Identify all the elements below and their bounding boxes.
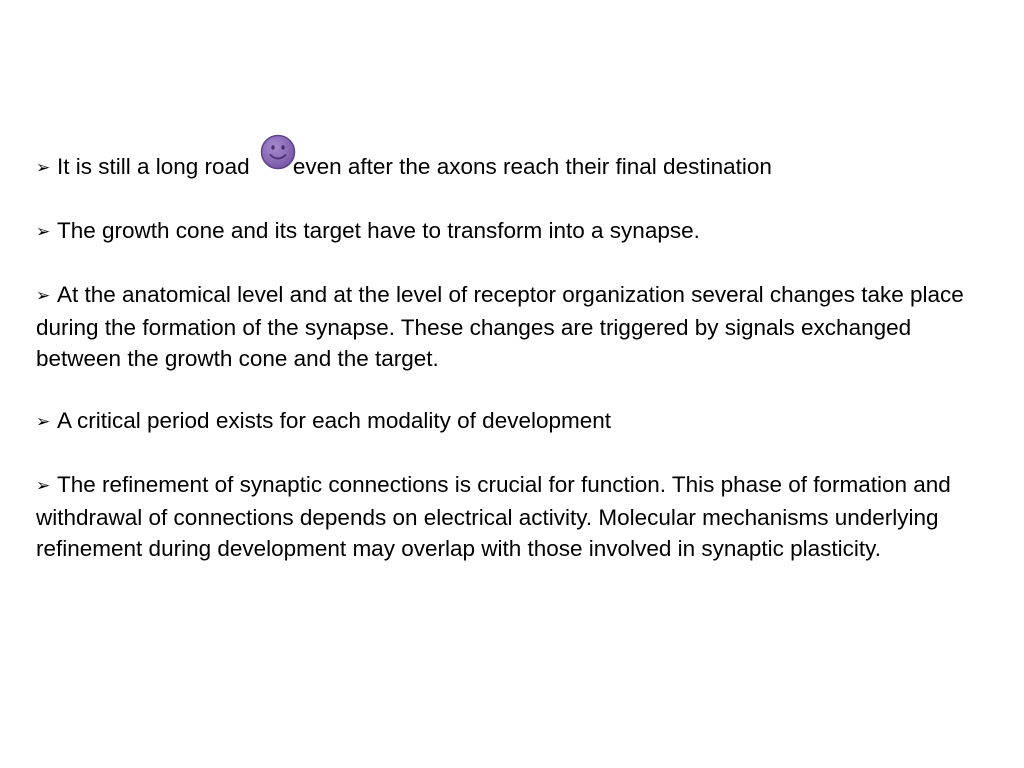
bullet-text-5: The refinement of synaptic connections is crucial for function. This phase of formation and withdrawal of connections depends on electrical activity. Molecular mechanisms underlying refinement during development may overlap with those involved in synaptic plasticity.	[36, 472, 951, 561]
arrow-bullet-icon: ➢	[36, 222, 51, 242]
bullet-text-1a: It is still a long road	[57, 154, 256, 179]
bullet-item-1	[36, 134, 996, 184]
arrow-bullet-icon: ➢	[36, 412, 51, 432]
bullet-text-1b: even after the axons reach their final destination	[292, 154, 772, 179]
arrow-bullet-icon: ➢	[36, 286, 51, 306]
bullet-list	[36, 134, 996, 595]
bullet-text-2: The growth cone and its target have to transform into a synapse.	[57, 218, 700, 243]
arrow-bullet-icon: ➢	[36, 476, 51, 496]
bullet-item-4	[36, 405, 996, 438]
smiley-face-icon	[260, 134, 296, 170]
bullet-item-5	[36, 469, 996, 564]
arrow-bullet-icon: ➢	[36, 158, 51, 178]
bullet-item-2	[36, 215, 996, 248]
bullet-item-3	[36, 279, 996, 374]
bullet-text-3: At the anatomical level and at the level of receptor organization several changes take place during the formation of the synapse. These changes are triggered by signals exchanged between the growth cone and the target.	[36, 282, 964, 371]
bullet-text-4: A critical period exists for each modality of development	[57, 408, 612, 433]
